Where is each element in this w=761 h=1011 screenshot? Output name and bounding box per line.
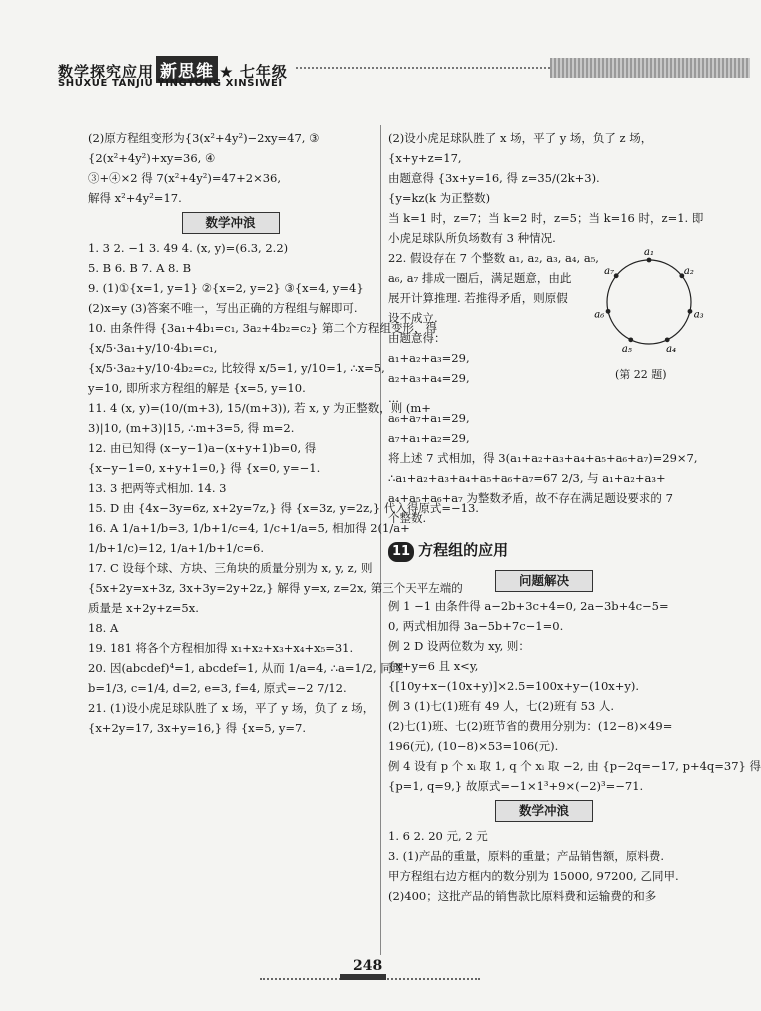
circle-point-label: a₅ (621, 343, 632, 355)
circle-point-label: a₂ (683, 266, 694, 278)
answer-line: 21. (1)设小虎足球队胜了 x 场，平了 y 场，负了 z 场， (88, 701, 375, 715)
answer-line: (2)原方程组变形为{3(x²+4y²)−2xy=47, ③ (88, 131, 320, 145)
circle-point-label: a₇ (604, 266, 615, 278)
header-gray-bar (550, 58, 750, 78)
problem-22-figure (594, 247, 704, 370)
answer-line: 9. (1)①{x=1, y=1} ②{x=2, y=2} ③{x=4, y=4} (88, 281, 364, 295)
answer-line: (2)x=y (3)答案不唯一，写出正确的方程组与解即可. (88, 301, 358, 315)
answer-line: 由题意得 {3x+y=16, 得 z=35/(2k+3). (388, 171, 600, 185)
answer-line: 20. 因(abcdef)⁴=1, abcdef=1, 从而 1/a=4, ∴a=1/2, 同理 (88, 661, 404, 675)
answer-line: a₆+a₇+a₁=29, (388, 411, 470, 425)
answer-line: y=10, 即所求方程组的解是 {x=5, y=10. (88, 381, 306, 395)
circle-point (614, 273, 619, 278)
example-line: 例 1 −1 由条件得 a−2b+3c+4=0, 2a−3b+4c−5= (388, 599, 669, 613)
column-divider (380, 125, 381, 955)
answer-line: (2)400；这批产品的销售款比原料费和运输费的和多 (388, 889, 657, 903)
answer-line: a₂+a₃+a₄=29, (388, 371, 470, 385)
series-logo: 新思维 (156, 56, 218, 83)
series-title-prefix: 数学探究应用 (58, 63, 155, 81)
answer-line: 22. 假设存在 7 个整数 a₁, a₂, a₃, a₄, a₅, (388, 251, 599, 265)
answer-line: 17. C 设每个球、方块、三角块的质量分别为 x, y, z, 则 (88, 561, 373, 575)
example-line: 例 2 D 设两位数为 xy, 则： (388, 639, 530, 653)
answer-line: 1. 6 2. 20 元, 2 元 (388, 829, 488, 843)
section-banner-surfing: 数学冲浪 (182, 212, 280, 234)
answer-line: 19. 181 将各个方程相加得 x₁+x₂+x₃+x₄+x₅=31. (88, 641, 354, 655)
right-column (388, 128, 761, 906)
example-line: (2)七(1)班、七(2)班节省的费用分别为：(12−8)×49= (388, 719, 673, 733)
answer-line: {2(x²+4y²)+xy=36, ④ (88, 151, 216, 165)
circle-point-label: a₆ (594, 309, 605, 321)
answer-line: b=1/3, c=1/4, d=2, e=3, f=4, 原式=−2 7/12. (88, 681, 347, 695)
circle-point-label: a₃ (693, 309, 704, 321)
page-number: 248 (353, 958, 383, 974)
answer-line: 12. 由已知得 (x−y−1)a−(x+y+1)b=0, 得 (88, 441, 317, 455)
answer-line: 质量是 x+2y+z=5x. (88, 601, 199, 615)
circle-point (606, 309, 611, 314)
circle-point (688, 309, 693, 314)
example-line: 例 3 (1)七(1)班有 49 人，七(2)班有 53 人. (388, 699, 615, 713)
answer-line: 由题意得： (388, 331, 446, 345)
answer-line: 13. 3 把两等式相加. 14. 3 (88, 481, 227, 495)
section-number: 11 (388, 542, 414, 562)
answer-line: 3. (1)产品的重量，原料的重量；产品销售额，原料费. (388, 849, 665, 863)
answer-line: ... (388, 391, 399, 405)
answer-line: 展开计算推理. 若推得矛盾，则原假 (388, 291, 568, 305)
section-title: 方程组的应用 (418, 541, 509, 559)
answer-line: 将上述 7 式相加，得 3(a₁+a₂+a₃+a₄+a₅+a₆+a₇)=29×7, (388, 451, 698, 465)
answer-line: {x+y+z=17, (388, 151, 462, 165)
answer-line: 18. A (88, 621, 119, 635)
figure-caption: (第 22 题) (615, 368, 667, 381)
circle-point (665, 337, 670, 342)
circle-diagram (594, 247, 704, 370)
circle-point-label: a₄ (666, 343, 677, 355)
answer-line: 小虎足球队所负场数有 3 种情况. (388, 231, 556, 245)
answer-line: 10. 由条件得 {3a₁+4b₁=c₁, 3a₂+4b₂=c₂} 第二个方程组变形，得 (88, 321, 437, 335)
answer-line: 设不成立. (388, 311, 438, 325)
section-heading (388, 540, 700, 562)
answer-line: {x/5·3a₁+y/10·4b₁=c₁, (88, 341, 218, 355)
answer-line: ③+④×2 得 7(x²+4y²)=47+2×36, (88, 171, 281, 185)
circle-point (647, 258, 652, 263)
star-icon: ★ (220, 65, 234, 81)
answer-line: a₄+a₅+a₆+a₇ 为整数矛盾，故不存在满足题设要求的 7 (388, 491, 673, 505)
answer-line: 16. A 1/a+1/b=3, 1/b+1/c=4, 1/c+1/a=5, 相加得 2(1/a+ (88, 521, 410, 535)
answer-line: 3)|10, (m+3)|15, ∴m+3=5, 得 m=2. (88, 421, 295, 435)
series-title-en: SHUXUE TANJIU YINGYONG XINSIWEI (58, 78, 283, 89)
circle-point-label: a₁ (644, 247, 654, 258)
answer-line: a₁+a₂+a₃=29, (388, 351, 470, 365)
answer-line: 1/b+1/c)=12, 1/a+1/b+1/c=6. (88, 541, 264, 555)
grade-label: 七年级 (239, 63, 288, 81)
example-line: 196(元), (10−8)×53=106(元). (388, 739, 559, 753)
answer-line: 当 k=1 时，z=7；当 k=2 时，z=5；当 k=16 时，z=1. 即 (388, 211, 704, 225)
answer-line: a₆, a₇ 排成一圈后，满足题意，由此 (388, 271, 572, 285)
answer-line: 解得 x²+4y²=17. (88, 191, 182, 205)
example-line: 例 4 设有 p 个 xᵢ 取 1, q 个 xᵢ 取 −2, 由 {p−2q=−17, p+4q=37} 得 (388, 759, 761, 773)
answer-line: (2)设小虎足球队胜了 x 场，平了 y 场，负了 z 场， (388, 131, 653, 145)
answer-line: {y=kz(k 为正整数) (388, 191, 491, 205)
example-line: {p=1, q=9,} 故原式=−1×1³+9×(−2)³=−71. (388, 779, 644, 793)
answer-line: 15. D 由 {4x−3y=6z, x+2y=7z,} 得 {x=3z, y=2z,} 代入得原式=−13. (88, 501, 479, 515)
answer-line: 个整数. (388, 511, 427, 525)
answer-line: {x−y−1=0, x+y+1=0,} 得 {x=0, y=−1. (88, 461, 321, 475)
example-line: 0, 两式相加得 3a−5b+7c−1=0. (388, 619, 564, 633)
answer-line: 11. 4 (x, y)=(10/(m+3), 15/(m+3)), 若 x, y 为正整数，则 (m+ (88, 401, 431, 415)
example-line: {[10y+x−(10x+y)]×2.5=100x+y−(10x+y). (388, 679, 640, 693)
example-line: {x+y=6 且 x<y, (388, 659, 479, 673)
answer-line: ∴a₁+a₂+a₃+a₄+a₅+a₆+a₇=67 2/3, 与 a₁+a₂+a₃+ (388, 471, 666, 485)
circle-point (628, 337, 633, 342)
answer-line: a₇+a₁+a₂=29, (388, 431, 470, 445)
answer-line: 1. 3 2. −1 3. 49 4. (x, y)=(6.3, 2.2) (88, 241, 289, 255)
answer-line: 5. B 6. B 7. A 8. B (88, 261, 192, 275)
section-banner-problem-solving: 问题解决 (495, 570, 593, 592)
answer-line: 甲方程组右边方框内的数分别为 15000, 97200, 乙同甲. (388, 869, 679, 883)
answer-line: {x/5·3a₂+y/10·4b₂=c₂, 比较得 x/5=1, y/10=1, ∴x=5, (88, 361, 385, 375)
header-dotted-rule (296, 67, 550, 69)
answer-line: {5x+2y=x+3z, 3x+3y=2y+2z,} 解得 y=x, z=2x, 第三个天平左端的 (88, 581, 463, 595)
footer-bar (340, 974, 386, 980)
answer-line: {x+2y=17, 3x+y=16,} 得 {x=5, y=7. (88, 721, 306, 735)
section-banner-surfing-2: 数学冲浪 (495, 800, 593, 822)
